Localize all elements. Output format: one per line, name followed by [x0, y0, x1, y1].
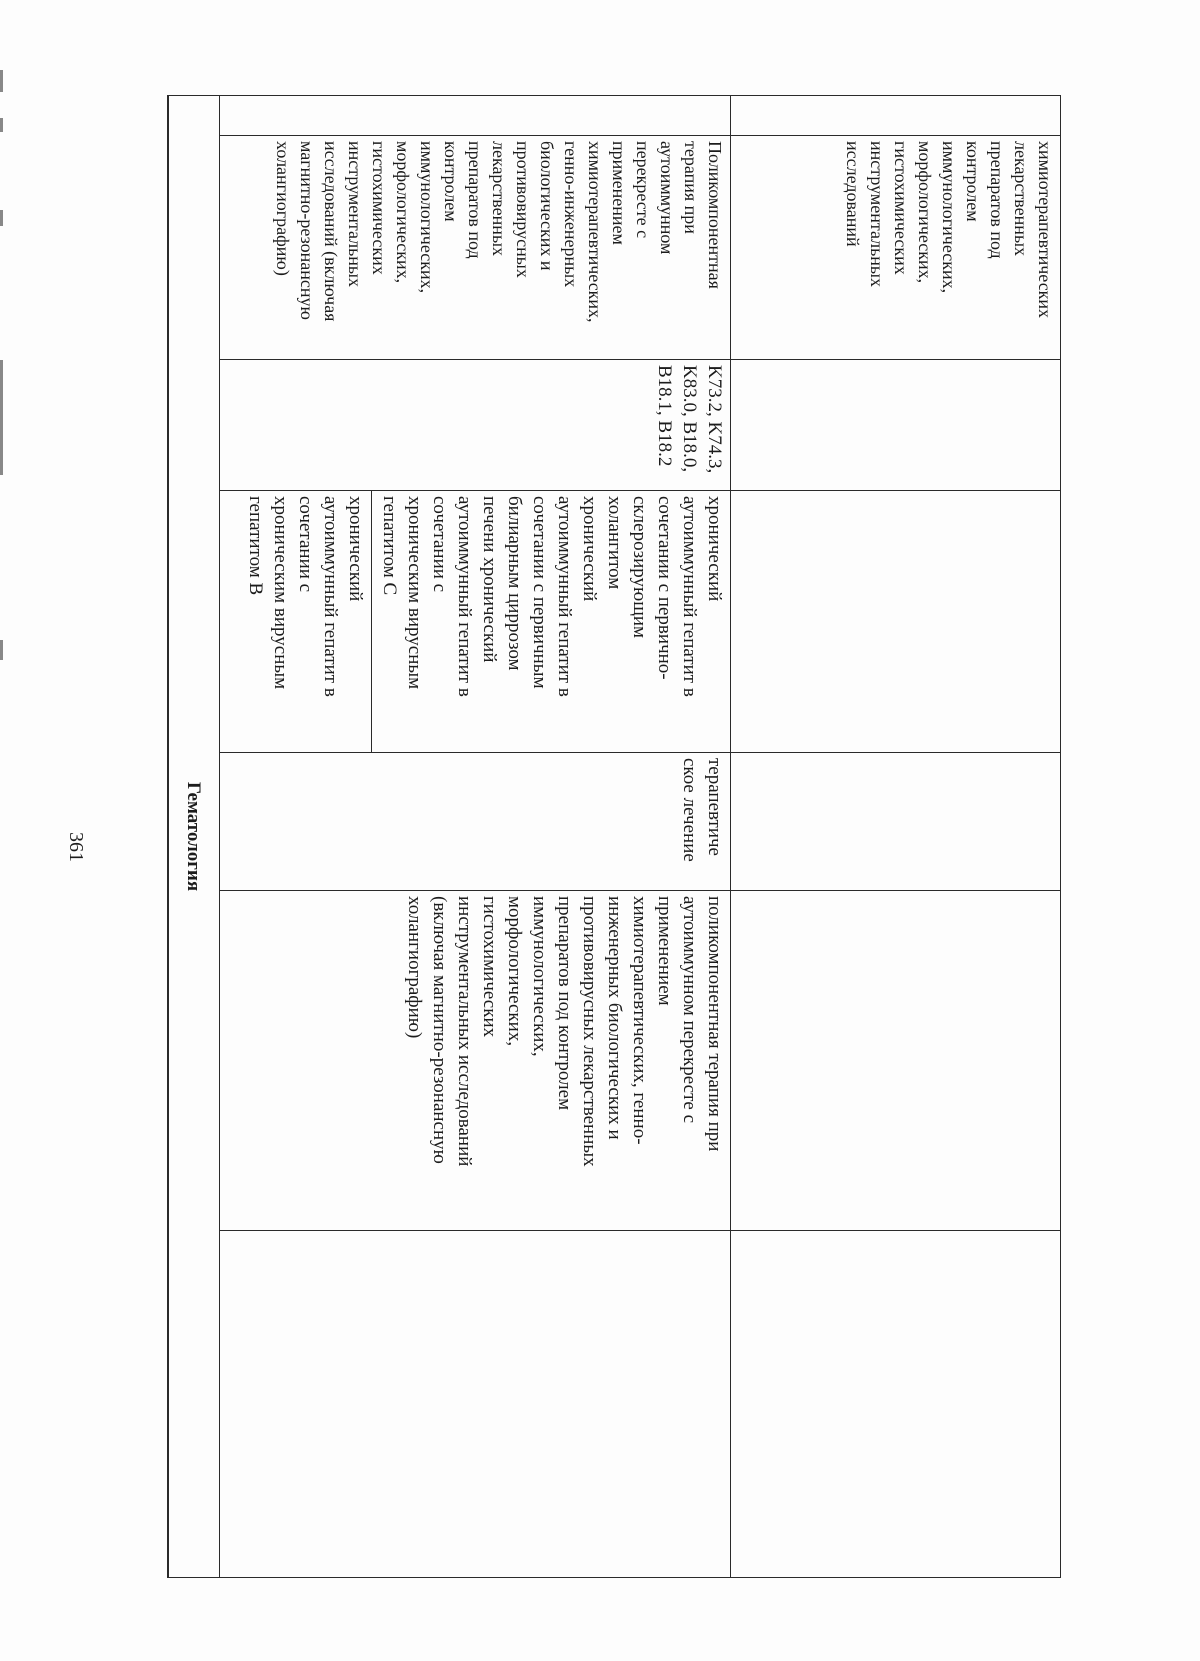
text-line: исследований (включая	[321, 141, 341, 322]
text-line: инженерных биологических и	[604, 896, 625, 1140]
text-line: склерозирующим	[629, 496, 650, 639]
text-line: аутоиммунный гепатит в	[679, 496, 700, 697]
text-line: морфологических,	[504, 896, 525, 1047]
diagnosis-code-line: B18.1, B18.2	[654, 365, 675, 467]
text-line: (включая магнитно-резонансную	[429, 896, 450, 1164]
text-line: применением	[654, 896, 675, 1006]
model-b	[243, 491, 372, 752]
text-line: аутоиммунный гепатит в	[454, 496, 475, 697]
row1-codes-cell	[731, 360, 1061, 491]
text-line: аутоиммунном	[657, 141, 677, 255]
text-line: гистохимических	[479, 896, 500, 1038]
table-row	[731, 96, 1061, 1578]
row1-number-cell	[731, 96, 1061, 136]
text-line: генно-инженерных	[561, 141, 581, 288]
diagnosis-code-line: K83.0, B18.0,	[679, 365, 700, 473]
text-line: аутоиммунный гепатит в	[320, 496, 341, 697]
text-line: химиотерапевтических, генно-	[629, 896, 650, 1145]
text-line: холангитом	[604, 496, 625, 590]
text-line: контролем	[441, 141, 461, 222]
row2-codes-cell	[220, 360, 731, 491]
row2-method-cell	[220, 136, 731, 360]
text-line: противовирусных	[513, 141, 533, 278]
text-line: лекарственных	[1011, 141, 1031, 257]
row1-method-cell	[731, 136, 1061, 360]
model-a	[377, 496, 727, 747]
diagnosis-code-line: K73.2, K74.3,	[704, 365, 725, 474]
text-line: морфологических,	[915, 141, 935, 284]
text-line: гистохимических	[891, 141, 911, 275]
text-line: иммунологических,	[417, 141, 437, 294]
text-line: гистохимических	[369, 141, 389, 275]
text-line: лекарственных	[489, 141, 509, 257]
treatment-table-sheet	[167, 95, 1061, 1577]
row1-model-cell	[731, 491, 1061, 753]
text-line: препаратов под	[465, 141, 485, 259]
page-number: 361	[65, 832, 87, 862]
text-line: терапия при	[681, 141, 701, 234]
text-line: Поликомпонентная	[705, 141, 725, 289]
row2-extra-cell	[220, 1231, 731, 1578]
text-line: химиотерапевтических	[1035, 141, 1055, 319]
text-line: печени хронический	[479, 496, 500, 663]
text-line: применением	[609, 141, 629, 245]
text-line: холангиографию)	[273, 141, 293, 276]
row1-extra-cell	[731, 1231, 1061, 1578]
text-line: иммунологических,	[529, 896, 550, 1057]
table-row	[220, 96, 731, 1578]
text-line: контролем	[963, 141, 983, 222]
text-line: сочетании с	[429, 496, 450, 593]
scan-edge-marks	[0, 0, 4, 1661]
text-line: хроническим вирусным	[270, 496, 291, 690]
text-line: инструментальных	[345, 141, 365, 288]
text-line: холангиографию)	[404, 896, 425, 1039]
row2-treatment-method-cell	[220, 891, 731, 1231]
text-line: хроническим вирусным	[404, 496, 425, 690]
text-line: ское лечение	[679, 758, 700, 862]
table-row	[168, 96, 220, 1578]
text-line: химиотерапевтических,	[585, 141, 605, 323]
row1-treatment-type-cell	[731, 753, 1061, 891]
text-line: исследований	[843, 141, 863, 247]
text-line: сочетании с первично-	[654, 496, 675, 680]
row2-treatment-type-cell	[220, 753, 731, 891]
text-line: препаратов под контролем	[554, 896, 575, 1111]
text-line: перекресте с	[633, 141, 653, 239]
text-line: терапевтиче	[704, 758, 725, 856]
row2-model-cell	[220, 491, 731, 753]
text-line: магнитно-резонансную	[297, 141, 317, 320]
text-line: аутоиммунный гепатит в	[554, 496, 575, 697]
text-line: противовирусных лекарственных	[579, 896, 600, 1167]
section-heading: Гематология	[168, 96, 220, 1578]
text-line: инструментальных	[867, 141, 887, 288]
text-line: препаратов под	[987, 141, 1007, 259]
text-line: морфологических,	[393, 141, 413, 284]
text-line: сочетании с первичным	[529, 496, 550, 689]
text-line: поликомпонентная терапия при	[704, 896, 725, 1152]
treatment-table	[167, 95, 1061, 1578]
text-line: иммунологических,	[939, 141, 959, 294]
text-line: инструментальных исследований	[454, 896, 475, 1167]
text-line: аутоиммунном перекресте с	[679, 896, 700, 1124]
text-line: хронический	[345, 496, 366, 602]
text-line: биологических и	[537, 141, 557, 271]
text-line: билиарным циррозом	[504, 496, 525, 671]
text-line: хронический	[704, 496, 725, 602]
row2-number-cell	[220, 96, 731, 136]
text-line: хронический	[579, 496, 600, 602]
row1-treatment-method-cell	[731, 891, 1061, 1231]
text-line: гепатитом C	[379, 496, 400, 596]
text-line: сочетании с	[295, 496, 316, 593]
text-line: гепатитом B	[245, 496, 266, 596]
